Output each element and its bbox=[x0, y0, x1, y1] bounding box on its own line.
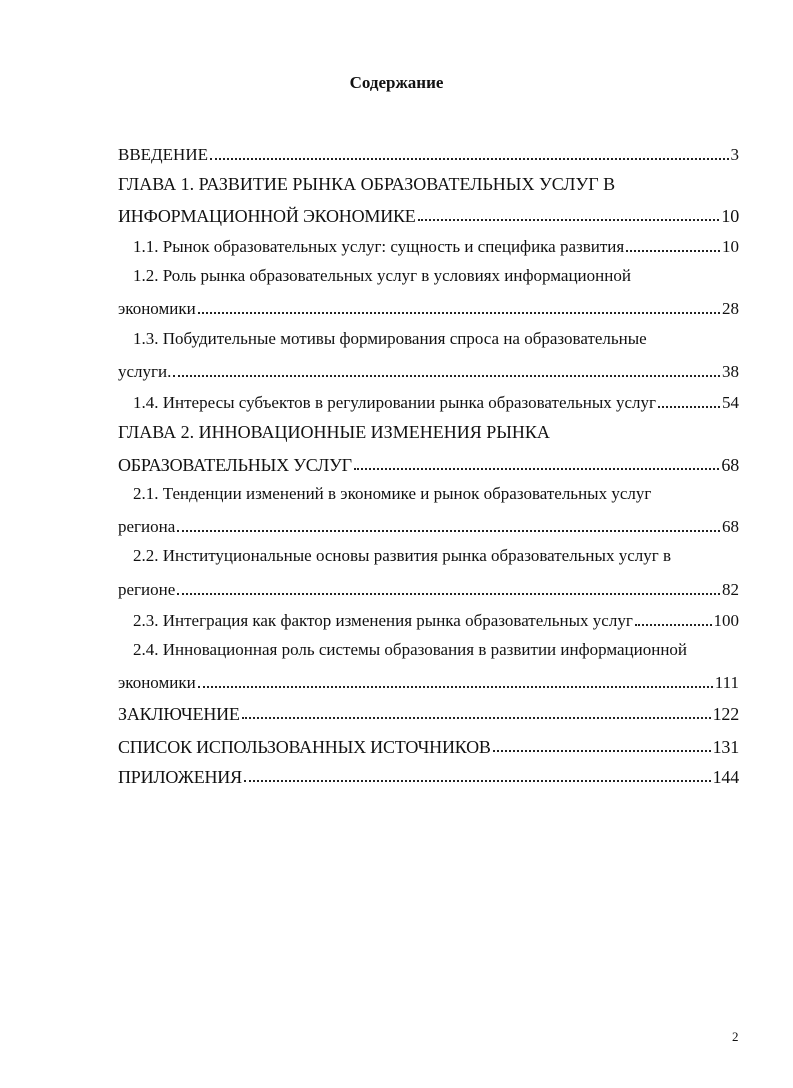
toc-page-number: 3 bbox=[730, 145, 739, 164]
toc-page-number: 111 bbox=[714, 673, 739, 692]
toc-page-number: 82 bbox=[722, 580, 739, 599]
toc-entry-1-2[interactable] bbox=[118, 295, 739, 319]
toc-entry-1-4[interactable] bbox=[133, 389, 739, 413]
toc-section-2-4-title[interactable]: 2.4. Инновационная роль системы образования в развитии информационной bbox=[133, 640, 688, 659]
toc-entry-title: ВВЕДЕНИЕ bbox=[118, 145, 208, 164]
toc-entry-1-3[interactable] bbox=[118, 358, 739, 382]
dot-leader bbox=[173, 375, 720, 377]
toc-entry-title: регионе bbox=[118, 580, 176, 599]
toc-page-number: 144 bbox=[712, 767, 739, 787]
toc-page-number: 122 bbox=[712, 704, 739, 724]
toc-section-1-2-title[interactable]: 1.2. Роль рынка образовательных услуг в условиях информационной bbox=[133, 266, 631, 285]
dot-leader bbox=[354, 468, 720, 470]
toc-entry-2-4[interactable] bbox=[118, 669, 739, 693]
toc-entry-title: услуги. bbox=[118, 362, 172, 381]
toc-chapter-1-title[interactable]: ГЛАВА 1. РАЗВИТИЕ РЫНКА ОБРАЗОВАТЕЛЬНЫХ УСЛУГ В bbox=[118, 174, 616, 194]
toc-page-number: 131 bbox=[712, 737, 739, 757]
toc-entry-title: СПИСОК ИСПОЛЬЗОВАННЫХ ИСТОЧНИКОВ bbox=[118, 737, 491, 757]
toc-entry-2-1[interactable] bbox=[118, 513, 739, 537]
dot-leader bbox=[658, 406, 720, 408]
dot-leader bbox=[418, 219, 720, 221]
toc-page-number: 68 bbox=[722, 517, 739, 536]
toc-entry-title: ПРИЛОЖЕНИЯ bbox=[118, 767, 242, 787]
toc-entry-sources[interactable] bbox=[118, 733, 739, 757]
page-title: Содержание bbox=[349, 73, 444, 92]
page-number: 2 bbox=[732, 1029, 739, 1044]
toc-entry-title: 2.3. Интеграция как фактор изменения рынка образовательных услуг bbox=[133, 611, 633, 630]
toc-section-1-3-title[interactable]: 1.3. Побудительные мотивы формирования спроса на образовательные bbox=[133, 329, 647, 348]
toc-entry-1-1[interactable] bbox=[133, 233, 739, 257]
dot-leader bbox=[177, 593, 720, 595]
toc-page-number: 38 bbox=[722, 362, 739, 381]
toc-entry-conclusion[interactable] bbox=[118, 700, 739, 724]
toc-section-2-1-title[interactable]: 2.1. Тенденции изменений в экономике и рынок образовательных услуг bbox=[133, 484, 652, 503]
dot-leader bbox=[244, 780, 711, 782]
toc-page-number: 10 bbox=[721, 206, 739, 226]
dot-leader bbox=[177, 530, 720, 532]
toc-page-number: 28 bbox=[722, 299, 739, 318]
dot-leader bbox=[198, 686, 713, 688]
toc-entry-chapter-2[interactable] bbox=[118, 451, 739, 475]
dot-leader bbox=[210, 158, 729, 160]
toc-entry-2-2[interactable] bbox=[118, 576, 739, 600]
toc-entry-title: ЗАКЛЮЧЕНИЕ bbox=[118, 704, 240, 724]
toc-page-number: 68 bbox=[721, 455, 739, 475]
toc-page-number: 100 bbox=[713, 611, 739, 630]
dot-leader bbox=[493, 750, 711, 752]
toc-entry-title: региона bbox=[118, 517, 176, 536]
toc-section-2-2-title[interactable]: 2.2. Институциональные основы развития рынка образовательных услуг в bbox=[133, 546, 671, 565]
toc-entry-chapter-1[interactable] bbox=[118, 202, 739, 226]
dot-leader bbox=[198, 312, 720, 314]
toc-entry-title: экономики bbox=[118, 673, 196, 692]
toc-entry-title: экономики bbox=[118, 299, 196, 318]
toc-entry-appendices[interactable] bbox=[118, 763, 739, 787]
toc-page-number: 54 bbox=[722, 393, 739, 412]
dot-leader bbox=[242, 717, 711, 719]
toc-entry-title: 1.4. Интересы субъектов в регулировании рынка образовательных услуг bbox=[133, 393, 656, 412]
toc-chapter-2-title[interactable]: ГЛАВА 2. ИННОВАЦИОННЫЕ ИЗМЕНЕНИЯ РЫНКА bbox=[118, 422, 550, 442]
dot-leader bbox=[626, 250, 720, 252]
toc-entry-2-3[interactable] bbox=[133, 607, 739, 631]
toc-entry-title: ИНФОРМАЦИОННОЙ ЭКОНОМИКЕ bbox=[118, 206, 416, 226]
toc-entry-title: 1.1. Рынок образовательных услуг: сущность и специфика развития bbox=[133, 237, 625, 256]
toc-entry-title: ОБРАЗОВАТЕЛЬНЫХ УСЛУГ bbox=[118, 455, 352, 475]
toc-page-number: 10 bbox=[722, 237, 739, 256]
toc-entry-introduction[interactable] bbox=[118, 141, 739, 165]
dot-leader bbox=[635, 624, 712, 626]
